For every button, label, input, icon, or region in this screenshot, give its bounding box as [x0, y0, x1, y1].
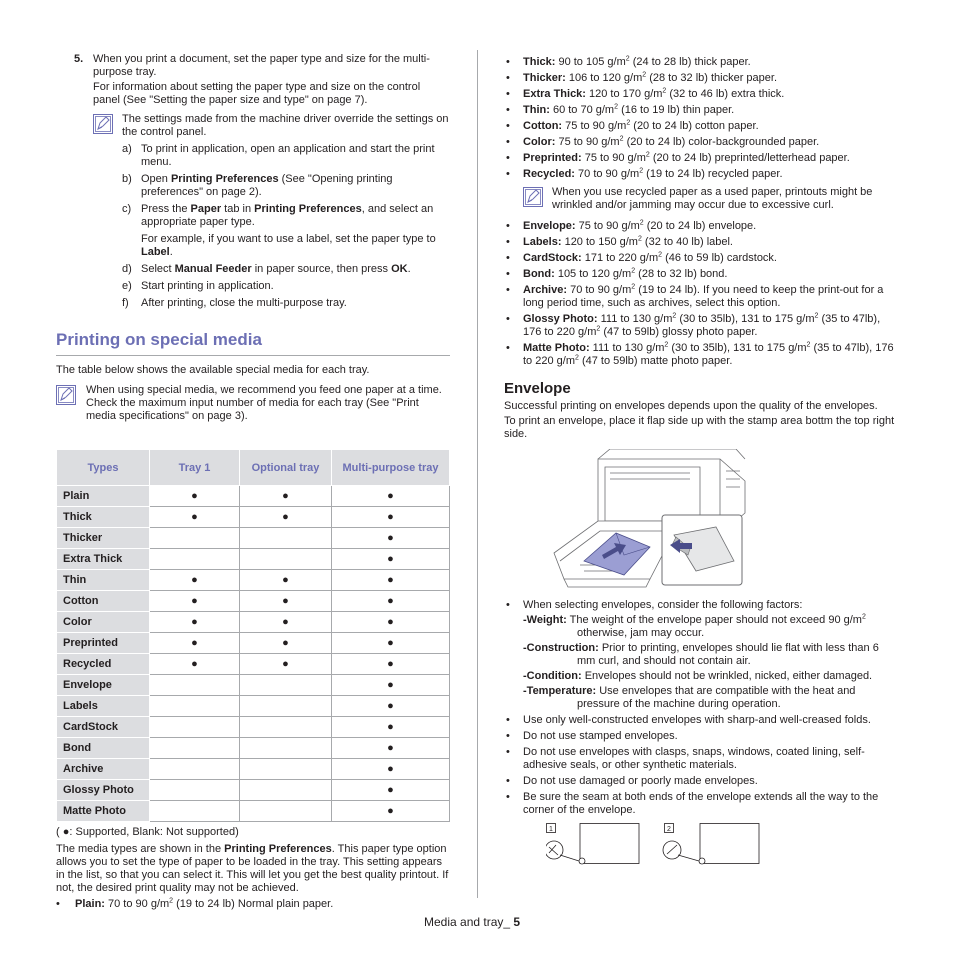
table-cell-support: ● [332, 654, 450, 675]
envelope-paragraph-2: To print an envelope, place it flap side up with the stamp area bottm the top right side. [504, 415, 895, 440]
table-cell-support [240, 549, 332, 570]
envelope-corner-illustration-icon [546, 823, 766, 869]
factor-label: -Weight: [523, 614, 567, 626]
table-cell-support [240, 717, 332, 738]
table-cell-type: Matte Photo [57, 801, 150, 822]
table-cell-support [240, 759, 332, 780]
left-column [56, 53, 450, 911]
bullet-label: Archive: [523, 284, 568, 296]
table-cell-support [150, 549, 240, 570]
printer-tray-illustration-icon [550, 449, 746, 593]
bullet-dot: • [506, 714, 510, 726]
envelope-bullet [504, 775, 900, 788]
bullet-text: (19 to 24 lb). If you need to keep the print-out for a long period time, such as archives, select this option. [523, 284, 884, 309]
superscript: 2 [596, 325, 601, 333]
superscript: 2 [625, 55, 630, 63]
step-number: 5. [74, 53, 84, 65]
bullet-dot: • [506, 152, 510, 164]
substep-label: d) [122, 263, 132, 275]
media-bullets-b [504, 220, 900, 310]
substep-a [122, 143, 450, 169]
bullet-text: 60 to 70 g/m [549, 104, 615, 116]
table-row [57, 591, 450, 612]
bullet-label: Color: [523, 136, 556, 148]
step-5-text: When you print a document, set the paper type and size for the multi-purpose tray. [93, 53, 430, 78]
note-text: When you use recycled paper as a used paper, printouts might be wrinkled and/or jamming may occur due to excessive curl. [552, 186, 873, 211]
table-cell-support: ● [332, 570, 450, 591]
bullet-label: Extra Thick: [523, 88, 586, 100]
media-bullet [504, 72, 900, 85]
substep-text: Select [141, 263, 175, 275]
table-row [57, 696, 450, 717]
superscript: 2 [642, 71, 647, 79]
bullet-dot: • [506, 120, 510, 132]
superscript: 2 [861, 613, 866, 621]
bullet-text: (16 to 19 lb) thin paper. [618, 104, 735, 116]
section-intro: The table below shows the available special media for each tray. [56, 364, 370, 376]
table-cell-support [240, 675, 332, 696]
paragraph-text: . This paper type option allows you to set the type of paper to be loaded in the tray. This setting appears in the list, so that you can select it. This will let you get the best quality printout. If not, the desired print quality may not be achieved. [56, 843, 449, 894]
table-cell-support: ● [332, 801, 450, 822]
factor-item [504, 642, 900, 668]
bullet-label: Thin: [523, 104, 550, 116]
table-cell-type: CardStock [57, 717, 150, 738]
substep-text: tab in [221, 203, 255, 215]
table-row [57, 570, 450, 591]
table-cell-type: Extra Thick [57, 549, 150, 570]
envelope-corner-illustration [546, 823, 766, 869]
bullet-text: (28 to 32 lb) thicker paper. [646, 72, 778, 84]
table-cell-support: ● [332, 591, 450, 612]
bullet-label: Envelope: [523, 220, 576, 232]
substep-bold: Paper [190, 203, 222, 215]
bullet-text: 106 to 120 g/m [565, 72, 643, 84]
bullet-text: Use only well-constructed envelopes with sharp-and well-creased folds. [523, 714, 871, 726]
bullet-dot: • [506, 104, 510, 116]
substep-text: Start printing in application. [141, 280, 274, 292]
substep-text: After printing, close the multi-purpose tray. [141, 297, 347, 309]
envelope-bullet [504, 746, 900, 772]
media-bullet [504, 168, 900, 181]
envelope-bullet [504, 730, 900, 743]
factor-body: Use envelopes that are compatible with the heat and pressure of the machine during operation. [577, 685, 856, 710]
bullet-dot: • [506, 236, 510, 248]
factor-label: -Construction: [523, 642, 599, 654]
bullet-text: (30 to 35lb), 131 to 175 g/m [668, 342, 807, 354]
table-cell-support: ● [240, 507, 332, 528]
table-row [57, 738, 450, 759]
bullet-text: (19 to 24 lb) Normal plain paper. [173, 898, 334, 910]
factor-item [504, 670, 900, 683]
bullet-plain [56, 898, 450, 911]
table-legend: ( ●: Supported, Blank: Not supported) [56, 826, 239, 838]
bullet-dot: • [506, 775, 510, 787]
envelope-factors [504, 614, 900, 711]
table-row [57, 507, 450, 528]
substep-label: f) [122, 297, 129, 309]
bullet-text: (20 to 24 lb) envelope. [643, 220, 757, 232]
substep-text: in paper source, then press [251, 263, 392, 275]
col-header-tray1: Tray 1 [150, 450, 240, 486]
table-cell-type: Thin [57, 570, 150, 591]
figure-label-2: 2 [667, 826, 671, 833]
table-cell-support [150, 675, 240, 696]
bullet-text: When selecting envelopes, consider the following factors: [523, 599, 803, 611]
media-types-paragraph [56, 843, 450, 895]
bullet-dot: • [506, 791, 510, 803]
bullet-text: Do not use damaged or poorly made envelopes. [523, 775, 758, 787]
bullet-text: 75 to 90 g/m [555, 136, 620, 148]
bullet-text: (30 to 35lb), 131 to 175 g/m [676, 313, 815, 325]
bullet-text: Do not use envelopes with clasps, snaps, windows, coated lining, self-adhesive seals, or other synthetic materials. [523, 746, 865, 771]
example-bold: Label [141, 246, 170, 258]
table-cell-type: Envelope [57, 675, 150, 696]
bullet-dot: • [506, 168, 510, 180]
bullet-dot: • [506, 746, 510, 758]
envelope-bullet [504, 791, 900, 817]
bullet-label: Plain: [75, 898, 105, 910]
table-row [57, 780, 450, 801]
bullet-text: 75 to 90 g/m [562, 120, 627, 132]
bullet-text: 111 to 130 g/m [597, 313, 673, 325]
bullet-text: 120 to 150 g/m [561, 236, 638, 248]
table-cell-type: Thicker [57, 528, 150, 549]
example-text: . [169, 246, 173, 258]
table-cell-support [150, 780, 240, 801]
substep-text: , and select an appropriate paper type. [141, 203, 434, 228]
paragraph-text: The media types are shown in the [56, 843, 225, 855]
substep-label: b) [122, 173, 132, 185]
bullet-label: Glossy Photo: [523, 313, 598, 325]
bullet-text: 120 to 170 g/m [585, 88, 663, 100]
table-cell-support: ● [332, 633, 450, 654]
substep-f [122, 297, 450, 310]
col-header-types: Types [57, 450, 150, 486]
substep-d [122, 263, 450, 276]
superscript: 2 [169, 897, 174, 905]
bullet-dot: • [506, 72, 510, 84]
table-cell-type: Plain [57, 486, 150, 507]
factor-body: The weight of the envelope paper should not exceed 90 g/m [566, 614, 862, 626]
media-bullet [504, 236, 900, 249]
superscript: 2 [639, 167, 644, 175]
bullet-label: Matte Photo: [523, 342, 590, 354]
superscript: 2 [574, 354, 579, 362]
factor-label: -Temperature: [523, 685, 597, 697]
bullet-text: (32 to 40 lb) label. [641, 236, 733, 248]
bullet-text: 75 to 90 g/m [581, 152, 646, 164]
bullet-dot: • [506, 268, 510, 280]
table-cell-support: ● [240, 591, 332, 612]
superscript: 2 [631, 267, 636, 275]
superscript: 2 [672, 312, 677, 320]
bullet-text: (35 to 47lb), 176 to 220 g/m [523, 313, 881, 338]
superscript: 2 [645, 151, 650, 159]
note-text: When using special media, we recommend you feed one paper at a time. Check the maximum input number of media for each tray (See "Print media specifications" on page 3). [86, 384, 442, 422]
table-cell-support: ● [240, 654, 332, 675]
superscript: 2 [814, 312, 819, 320]
media-bullet [504, 104, 900, 117]
media-bullet [504, 136, 900, 149]
bullet-dot: • [506, 313, 510, 325]
table-cell-support [150, 801, 240, 822]
table-cell-support: ● [332, 675, 450, 696]
table-row [57, 759, 450, 780]
table-cell-support: ● [332, 612, 450, 633]
bullet-text: (20 to 24 lb) color-backgrounded paper. [623, 136, 820, 148]
note-icon [56, 385, 76, 405]
page-footer [424, 916, 520, 929]
table-cell-type: Thick [57, 507, 150, 528]
bullet-factors-intro [504, 599, 900, 612]
substep-label: a) [122, 143, 132, 155]
substep-label: e) [122, 280, 132, 292]
media-bullet [504, 120, 900, 133]
col-header-optional: Optional tray [240, 450, 332, 486]
substep-text: Press the [141, 203, 191, 215]
bullet-label: Bond: [523, 268, 555, 280]
note-icon [93, 114, 113, 134]
media-bullet [504, 88, 900, 101]
substep-text: To print in application, open an application and start the print menu. [141, 143, 435, 168]
bullet-label: Preprinted: [523, 152, 582, 164]
substep-label: c) [122, 203, 132, 215]
factor-item [504, 614, 900, 640]
bullet-text: (32 to 46 lb) extra thick. [666, 88, 785, 100]
table-cell-support: ● [332, 549, 450, 570]
bullet-text: (20 to 24 lb) preprinted/letterhead paper. [649, 152, 850, 164]
factor-text [523, 614, 900, 640]
bullet-text: 70 to 90 g/m [567, 284, 632, 296]
bullet-dot: • [56, 898, 60, 910]
superscript: 2 [614, 103, 619, 111]
table-row [57, 654, 450, 675]
table-cell-support: ● [332, 759, 450, 780]
table-body [57, 486, 450, 822]
paragraph-bold: Printing Preferences [224, 843, 332, 855]
substep-text: . [407, 263, 411, 275]
table-cell-type: Labels [57, 696, 150, 717]
right-column [504, 53, 900, 869]
table-row [57, 528, 450, 549]
factor-body: otherwise, jam may occur. [577, 627, 705, 639]
bullet-text: 90 to 105 g/m [555, 56, 626, 68]
bullet-glossy [504, 313, 900, 339]
bullet-text: Be sure the seam at both ends of the envelope extends all the way to the corner of the envelope. [523, 791, 879, 816]
media-bullet [504, 152, 900, 165]
table-cell-support: ● [150, 486, 240, 507]
figure-label-1: 1 [549, 826, 553, 833]
bullet-text: (19 to 24 lb) recycled paper. [643, 168, 783, 180]
substep-bold: Printing Preferences [170, 173, 279, 185]
factor-text [523, 670, 900, 683]
superscript: 2 [658, 251, 663, 259]
substep-bold: Printing Preferences [254, 203, 362, 215]
bullet-text: (20 to 24 lb) cotton paper. [630, 120, 759, 132]
table-row [57, 612, 450, 633]
bullet-text: Do not use stamped envelopes. [523, 730, 678, 742]
table-cell-support: ● [332, 717, 450, 738]
factor-body: Envelopes should not be wrinkled, nicked, either damaged. [581, 670, 873, 682]
table-cell-support: ● [332, 486, 450, 507]
bullet-label: Cotton: [523, 120, 563, 132]
note-driver-settings [56, 113, 450, 310]
factor-text [523, 642, 900, 668]
superscript: 2 [631, 283, 636, 291]
media-table [56, 449, 450, 822]
substep-e [122, 280, 450, 293]
bullet-label: CardStock: [523, 252, 582, 264]
footer-text: Media and tray_ [424, 915, 514, 929]
bullet-dot: • [506, 342, 510, 354]
superscript: 2 [662, 87, 667, 95]
bullet-label: Recycled: [523, 168, 575, 180]
note-icon [523, 187, 543, 207]
media-bullet [504, 252, 900, 265]
media-bullet [504, 268, 900, 281]
table-cell-support: ● [150, 507, 240, 528]
table-cell-support [240, 801, 332, 822]
table-cell-support: ● [332, 507, 450, 528]
factor-label: -Condition: [523, 670, 582, 682]
table-cell-support: ● [150, 570, 240, 591]
bullet-dot: • [506, 284, 510, 296]
table-cell-support [240, 528, 332, 549]
step-5-info: For information about setting the paper type and size on the control panel (See "Setting the paper size and type" on page 7). [93, 81, 421, 106]
table-cell-support: ● [150, 633, 240, 654]
media-bullet [504, 56, 900, 69]
envelope-heading: Envelope [504, 380, 571, 397]
bullet-matte [504, 342, 900, 368]
bullet-text: 171 to 220 g/m [581, 252, 659, 264]
factor-body: Prior to printing, envelopes should lie flat with less than 6 mm curl, and should not contain air. [577, 642, 879, 667]
bullet-text: 70 to 90 g/m [574, 168, 640, 180]
page-number: 5 [513, 915, 521, 929]
bullet-dot: • [506, 88, 510, 100]
table-cell-support: ● [332, 528, 450, 549]
table-row [57, 633, 450, 654]
table-cell-support [150, 738, 240, 759]
table-cell-support [240, 780, 332, 801]
table-cell-support: ● [150, 591, 240, 612]
table-cell-type: Color [57, 612, 150, 633]
table-cell-support: ● [332, 696, 450, 717]
bullet-label: Thicker: [523, 72, 566, 84]
table-row [57, 801, 450, 822]
column-divider [477, 50, 478, 898]
table-row [57, 717, 450, 738]
bullet-dot: • [506, 252, 510, 264]
table-cell-type: Glossy Photo [57, 780, 150, 801]
bullet-text: (46 to 59 lb) cardstock. [662, 252, 777, 264]
printer-tray-illustration [550, 449, 746, 593]
table-cell-support: ● [240, 633, 332, 654]
bullet-dot: • [506, 599, 510, 611]
table-cell-support: ● [240, 612, 332, 633]
bullet-dot: • [506, 56, 510, 68]
table-cell-type: Preprinted [57, 633, 150, 654]
table-cell-support: ● [240, 570, 332, 591]
table-cell-support [240, 696, 332, 717]
substep-b [122, 173, 450, 199]
bullet-text: 70 to 90 g/m [104, 898, 170, 910]
table-cell-support: ● [150, 654, 240, 675]
example-text: For example, if you want to use a label, set the paper type to [141, 233, 436, 245]
bullet-dot: • [506, 136, 510, 148]
table-cell-support: ● [240, 486, 332, 507]
table-row [57, 486, 450, 507]
note-recycled [504, 186, 900, 212]
superscript: 2 [626, 119, 631, 127]
media-bullet [504, 220, 900, 233]
envelope-paragraph-1: Successful printing on envelopes depends upon the quality of the envelopes. [504, 400, 878, 412]
bullet-text: (47 to 59lb) matte photo paper. [578, 355, 733, 367]
superscript: 2 [637, 235, 642, 243]
table-cell-support [240, 738, 332, 759]
factor-item [504, 685, 900, 711]
substep-text: Open [141, 173, 171, 185]
factor-text [523, 685, 900, 711]
superscript: 2 [619, 135, 624, 143]
table-cell-type: Cotton [57, 591, 150, 612]
media-bullets-a [504, 56, 900, 181]
bullet-text: (24 to 28 lb) thick paper. [629, 56, 751, 68]
table-cell-support: ● [332, 780, 450, 801]
bullet-dot: • [506, 730, 510, 742]
substep-bold: OK [391, 263, 408, 275]
superscript: 2 [806, 341, 811, 349]
table-row [57, 549, 450, 570]
substep-bold: Manual Feeder [174, 263, 252, 275]
table-cell-support: ● [332, 738, 450, 759]
substep-c-example [122, 233, 450, 259]
table-row [57, 675, 450, 696]
table-cell-support: ● [150, 612, 240, 633]
table-cell-type: Recycled [57, 654, 150, 675]
bullet-text: 111 to 130 g/m [589, 342, 665, 354]
note-special-media [56, 384, 450, 423]
table-cell-support [150, 717, 240, 738]
step-5 [56, 53, 450, 107]
media-bullet [504, 284, 900, 310]
bullet-text: (47 to 59lb) glossy photo paper. [600, 326, 758, 338]
bullet-dot: • [506, 220, 510, 232]
table-cell-type: Archive [57, 759, 150, 780]
note-text: The settings made from the machine driver override the settings on the control panel. [122, 113, 449, 138]
table-cell-type: Bond [57, 738, 150, 759]
bullet-text: (35 to 47lb), 176 to 220 g/m [523, 342, 894, 367]
col-header-multipurpose: Multi-purpose tray [332, 450, 450, 486]
bullet-text: (28 to 32 lb) bond. [635, 268, 728, 280]
superscript: 2 [639, 219, 644, 227]
substep-text: (See "Opening printing preferences" on page 2). [141, 173, 393, 198]
bullet-text: 75 to 90 g/m [575, 220, 640, 232]
table-cell-support [150, 759, 240, 780]
bullet-text: 105 to 120 g/m [554, 268, 632, 280]
table-header-row [57, 450, 450, 486]
table-cell-support [150, 696, 240, 717]
superscript: 2 [664, 341, 669, 349]
table-cell-support [150, 528, 240, 549]
bullet-label: Labels: [523, 236, 562, 248]
envelope-bullet [504, 714, 900, 727]
bullet-label: Thick: [523, 56, 556, 68]
substep-c [122, 203, 450, 229]
section-heading: Printing on special media [56, 330, 450, 356]
envelope-bullets [504, 714, 900, 817]
